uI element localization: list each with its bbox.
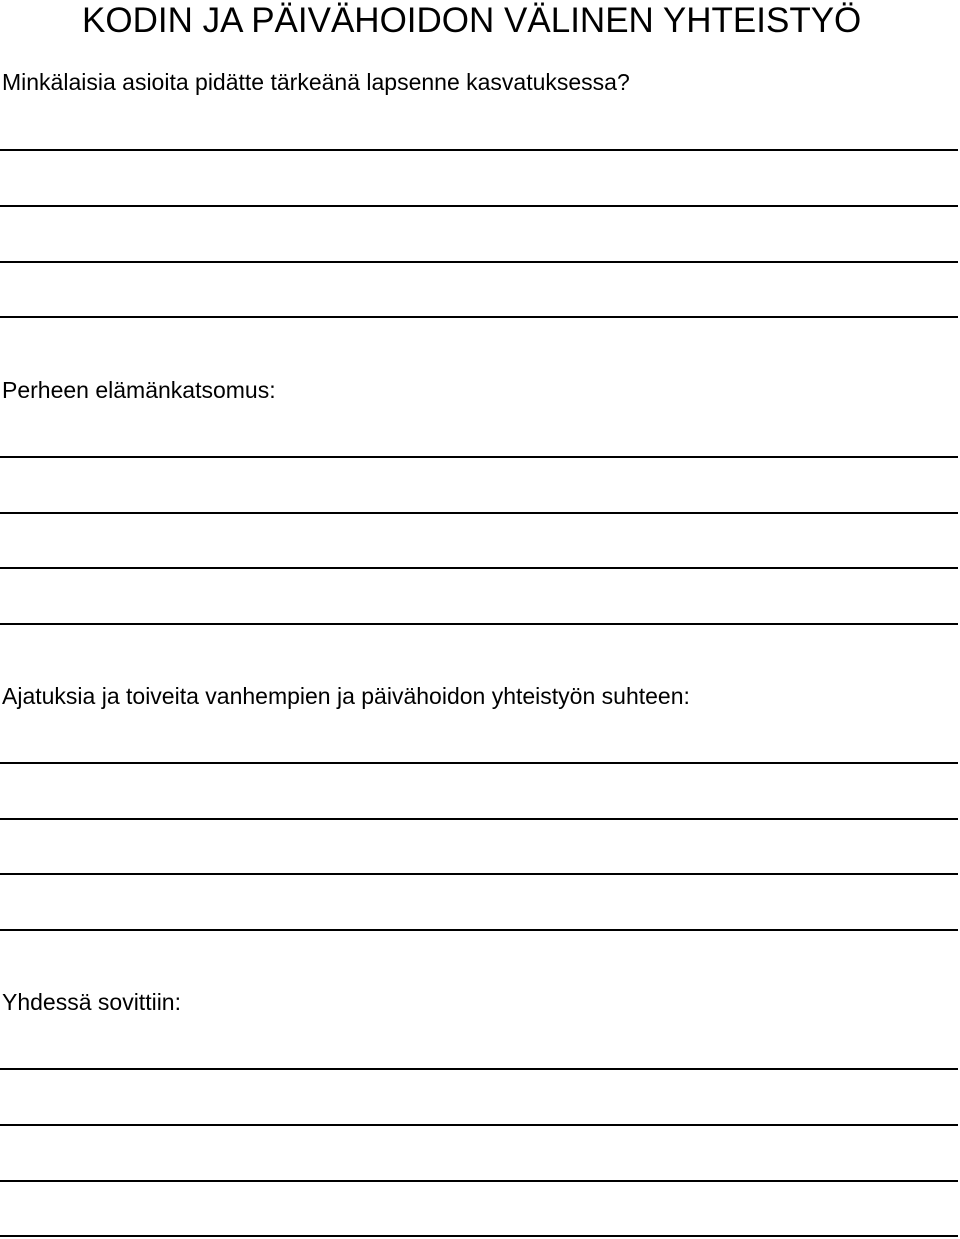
answer-line[interactable] [0, 512, 958, 514]
answer-line[interactable] [0, 623, 958, 625]
section-prompt-cooperation: Ajatuksia ja toiveita vanhempien ja päivähoidon yhteistyön suhteen: [2, 683, 690, 709]
answer-line[interactable] [0, 1180, 958, 1182]
answer-line[interactable] [0, 762, 958, 764]
section-prompt-worldview: Perheen elämänkatsomus: [2, 377, 276, 403]
answer-line[interactable] [0, 149, 958, 151]
page-title: KODIN JA PÄIVÄHOIDON VÄLINEN YHTEISTYÖ [82, 1, 862, 40]
answer-line[interactable] [0, 1068, 958, 1070]
answer-line[interactable] [0, 261, 958, 263]
answer-line[interactable] [0, 929, 958, 931]
section-prompt-agreements: Yhdessä sovittiin: [2, 989, 181, 1015]
section-prompt-upbringing: Minkälaisia asioita pidätte tärkeänä lapsenne kasvatuksessa? [2, 69, 630, 95]
answer-line[interactable] [0, 873, 958, 875]
answer-line[interactable] [0, 456, 958, 458]
answer-line[interactable] [0, 567, 958, 569]
answer-line[interactable] [0, 1124, 958, 1126]
answer-line[interactable] [0, 316, 958, 318]
answer-line[interactable] [0, 205, 958, 207]
answer-line[interactable] [0, 818, 958, 820]
answer-line[interactable] [0, 1235, 958, 1237]
